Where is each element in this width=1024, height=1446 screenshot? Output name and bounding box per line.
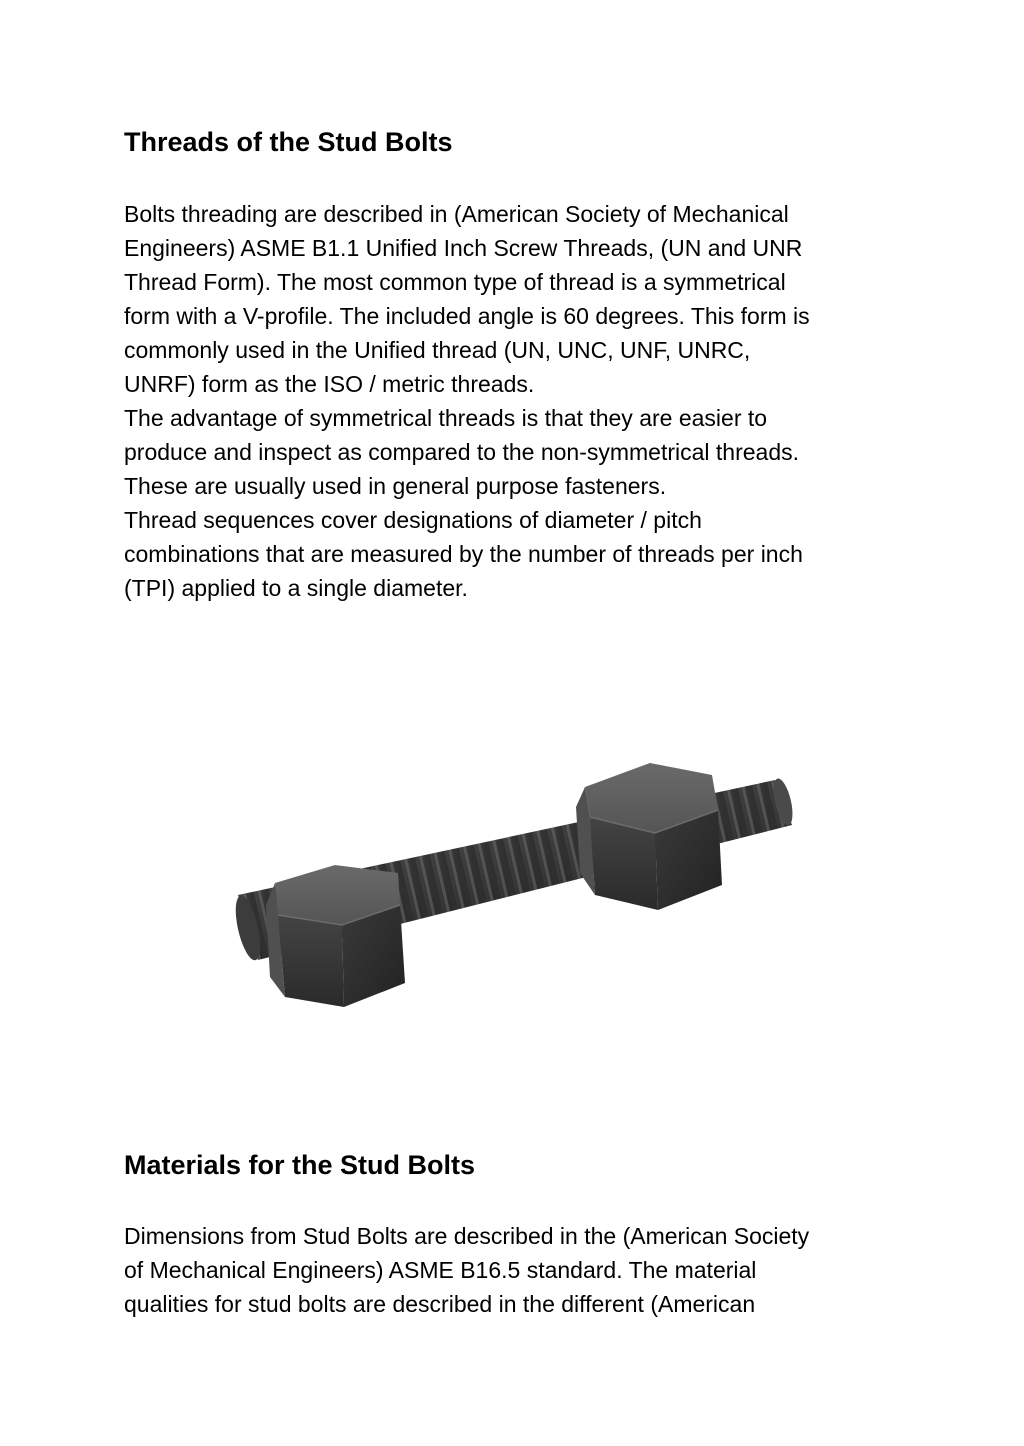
paragraph-line: produce and inspect as compared to the non-symmetrical threads.: [124, 439, 800, 465]
paragraph-line: Bolts threading are described in (American Society of Mechanical: [124, 201, 789, 227]
paragraph-line: qualities for stud bolts are described in the different (American: [124, 1291, 756, 1317]
stud-bolt-image: [230, 745, 800, 1045]
paragraph-line: The advantage of symmetrical threads is that they are easier to: [124, 405, 768, 431]
paragraph-line: (TPI) applied to a single diameter.: [124, 575, 468, 601]
materials-paragraph: [124, 1219, 914, 1321]
section-heading-threads: Threads of the Stud Bolts: [124, 127, 453, 157]
threads-paragraph: [124, 197, 914, 605]
paragraph-line: UNRF) form as the ISO / metric threads.: [124, 371, 535, 397]
paragraph-line: commonly used in the Unified thread (UN, UNC, UNF, UNRC,: [124, 337, 751, 363]
paragraph-line: combinations that are measured by the number of threads per inch: [124, 541, 803, 567]
paragraph-line: of Mechanical Engineers) ASME B16.5 standard. The material: [124, 1257, 757, 1283]
paragraph-line: These are usually used in general purpose fasteners.: [124, 473, 667, 499]
paragraph-line: form with a V-profile. The included angle is 60 degrees. This form is: [124, 303, 810, 329]
paragraph-line: Thread Form). The most common type of thread is a symmetrical: [124, 269, 786, 295]
paragraph-line: Engineers) ASME B1.1 Unified Inch Screw Threads, (UN and UNR: [124, 235, 803, 261]
left-hex-nut: [266, 865, 405, 1007]
section-heading-materials: Materials for the Stud Bolts: [124, 1150, 476, 1180]
right-hex-nut: [576, 763, 722, 910]
stud-bolt-icon: [230, 745, 800, 1045]
paragraph-line: Thread sequences cover designations of diameter / pitch: [124, 507, 702, 533]
paragraph-line: Dimensions from Stud Bolts are described in the (American Society: [124, 1223, 810, 1249]
